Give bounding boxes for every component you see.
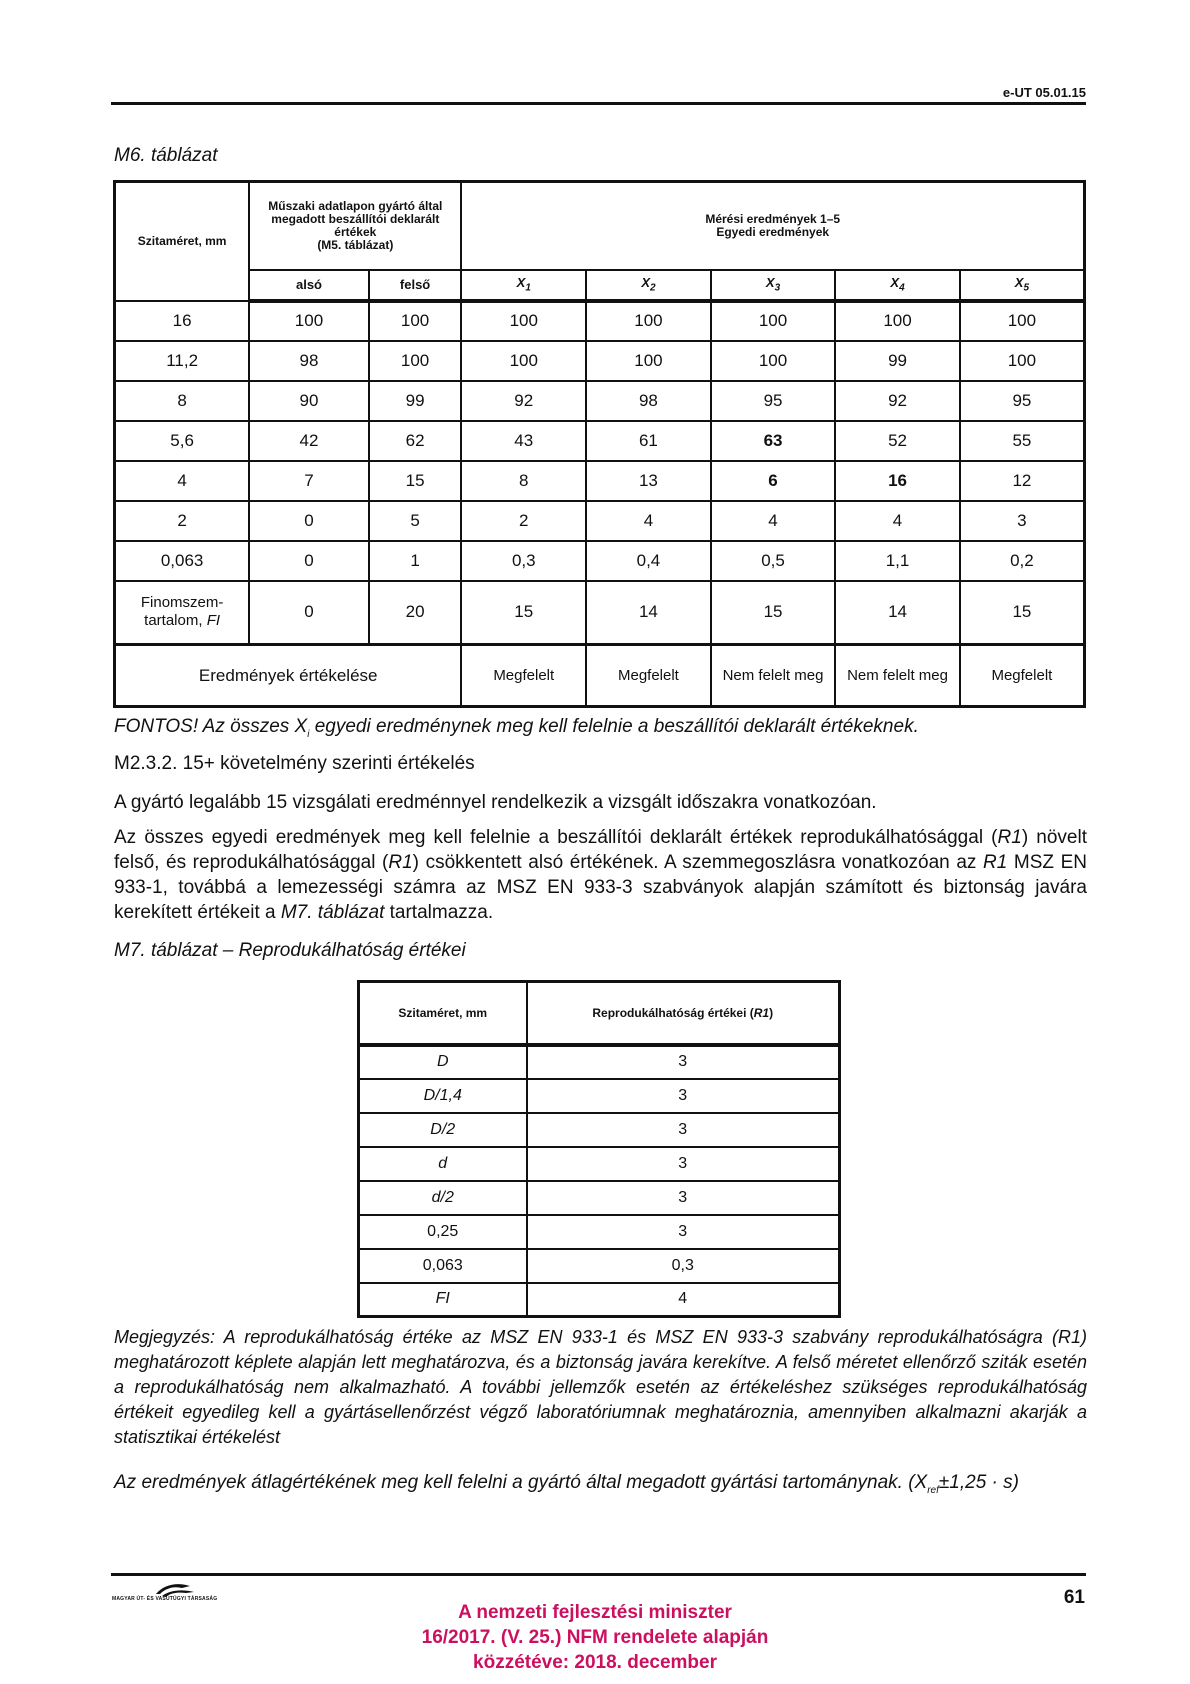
header-results-line2: Egyedi eredmények (716, 224, 830, 239)
cell-lower: 42 (249, 421, 369, 461)
table-m7-caption: M7. táblázat – Reprodukálhatóság értékei (114, 940, 466, 961)
header-x1: $X_1$ (461, 270, 586, 301)
note-paragraph: Megjegyzés: A reprodukálhatóság értéke az MSZ EN 933-1 és MSZ EN 933-3 szabvány reprodukálhatóságra (R1) meghatározott képlete alapján lett meghatározva, és a biztonság javára kerekítve. A felső méretet ellenőrző sziták esetén a reprodukálhatóság nem alkalmazható. A további jellemzők esetén az értékeléshez szükséges reprodukálhatóság értékeit egyedileg kell a gyártásellenőrzést végző laboratóriumnak meghatároznia, amennyiben alkalmazni akarják a statisztikai értékelést (114, 1327, 1087, 1447)
cell-x3: 4 (711, 501, 836, 541)
cell-value: 3 (527, 1181, 840, 1215)
cell-x2: 61 (586, 421, 711, 461)
paragraph-manufacturer: A gyártó legalább 15 vizsgálati eredménnyel rendelkezik a vizsgált időszakra vonatkozóan. (114, 792, 877, 813)
cell-x4: 14 (835, 581, 960, 645)
cell-upper: 100 (369, 341, 462, 381)
cell-sieve: 4 (115, 461, 250, 501)
cell-x1: 100 (461, 341, 586, 381)
cell-x3: 95 (711, 381, 836, 421)
cell-upper: 1 (369, 541, 462, 581)
cell-upper: 100 (369, 301, 462, 341)
cell-sieve: 0,063 (359, 1249, 527, 1283)
cell-sieve: 8 (115, 381, 250, 421)
header-rule (111, 102, 1086, 105)
cell-x5: 12 (960, 461, 1085, 501)
cell-value: 3 (527, 1079, 840, 1113)
cell-eval-label: Eredmények értékelése (115, 645, 462, 707)
table-row (115, 341, 1085, 381)
table-m6-caption: M6. táblázat (114, 145, 218, 166)
table-row (359, 1045, 840, 1079)
header-x2: $X_2$ (586, 270, 711, 301)
cell-fines-label: Finomszem- tartalom, FI (115, 581, 250, 645)
table-row (359, 1181, 840, 1215)
table-row (115, 541, 1085, 581)
cell-x2: 13 (586, 461, 711, 501)
cell-upper: 99 (369, 381, 462, 421)
page-number: 61 (1063, 1587, 1085, 1608)
cell-sieve: 0,063 (115, 541, 250, 581)
document-code: e-UT 05.01.15 (1002, 85, 1086, 100)
cell-lower: 100 (249, 301, 369, 341)
header-lower: alsó (249, 270, 369, 301)
cell-x3: 100 (711, 301, 836, 341)
cell-sieve: 11,2 (115, 341, 250, 381)
cell-x2: 0,4 (586, 541, 711, 581)
header-x4: $X_4$ (835, 270, 960, 301)
cell-x1: 100 (461, 301, 586, 341)
table-row (359, 1283, 840, 1317)
table-row (359, 1079, 840, 1113)
cell-lower: 98 (249, 341, 369, 381)
footer-rule (111, 1573, 1086, 1576)
header-upper: felső (369, 270, 462, 301)
cell-x5: 3 (960, 501, 1085, 541)
cell-x4: 92 (835, 381, 960, 421)
header-sieve-size: Szitaméret, mm (359, 982, 527, 1045)
cell-x2: 100 (586, 341, 711, 381)
table-row (115, 381, 1085, 421)
cell-upper: 20 (369, 581, 462, 645)
cell-x5: 100 (960, 341, 1085, 381)
header-declared-text: Műszaki adatlapon gyártó által megadott beszállítói deklarált értékek (268, 198, 443, 239)
cell-x1: 92 (461, 381, 586, 421)
header-declared-values (249, 182, 461, 270)
cell-sieve: 2 (115, 501, 250, 541)
cell-x3: 100 (711, 341, 836, 381)
cell-eval-x3: Nem felelt meg (711, 645, 836, 707)
cell-x1: 0,3 (461, 541, 586, 581)
cell-lower: 0 (249, 501, 369, 541)
cell-sieve: 5,6 (115, 421, 250, 461)
notice-line1: A nemzeti fejlesztési miniszter (458, 1602, 732, 1623)
table-row (359, 1215, 840, 1249)
header-x3: $X_3$ (711, 270, 836, 301)
cell-x2: 14 (586, 581, 711, 645)
cell-x5: 15 (960, 581, 1085, 645)
cell-value: 3 (527, 1215, 840, 1249)
cell-x5: 0,2 (960, 541, 1085, 581)
cell-sieve: D/1,4 (359, 1079, 527, 1113)
cell-value: 3 (527, 1113, 840, 1147)
table-row (359, 1147, 840, 1181)
cell-sieve: 0,25 (359, 1215, 527, 1249)
cell-sieve: d (359, 1147, 527, 1181)
cell-x3-nonconforming: 63 (711, 421, 836, 461)
cell-sieve: d/2 (359, 1181, 527, 1215)
cell-x4: 52 (835, 421, 960, 461)
table-row-fines (115, 581, 1085, 645)
paragraph-mean: Az eredmények átlagértékének meg kell felelni a gyártó által megadott gyártási tartománynak. $(X_{ref}\pm 1,25 \cdot s)$ (114, 1472, 1019, 1496)
cell-eval-x5: Megfelelt (960, 645, 1085, 707)
cell-x1: 2 (461, 501, 586, 541)
cell-x3: 15 (711, 581, 836, 645)
cell-upper: 62 (369, 421, 462, 461)
cell-upper: 15 (369, 461, 462, 501)
cell-value: 0,3 (527, 1249, 840, 1283)
cell-x2: 98 (586, 381, 711, 421)
important-note: FONTOS! Az összes $X_i$ egyedi eredménynek meg kell felelnie a beszállítói deklarált értékeknek. (114, 716, 919, 740)
cell-x1: 43 (461, 421, 586, 461)
notice-line3: közzétéve: 2018. december (473, 1652, 717, 1673)
cell-x2: 4 (586, 501, 711, 541)
header-reproducibility: Reprodukálhatóság értékei (R1) (527, 982, 840, 1045)
paragraph-all-results: Az összes egyedi eredmények meg kell felelnie a beszállítói deklarált értékek reprodukálhatósággal (R1) növelt felső, és reprodukálhatósággal (R1) csökkentett alsó értékének. A szemmegoszlásra vonatkozóan az R1 MSZ EN 933-1, továbbá a lemezességi számra az MSZ EN 933-3 szabványok alapján számított és biztonság javára kerekített értékeit a M7. táblázat tartalmazza. (114, 827, 1088, 923)
cell-lower: 90 (249, 381, 369, 421)
table-row (115, 461, 1085, 501)
cell-x4: 99 (835, 341, 960, 381)
cell-lower: 0 (249, 581, 369, 645)
header-measured-results (461, 182, 1084, 270)
cell-sieve: D/2 (359, 1113, 527, 1147)
cell-lower: 7 (249, 461, 369, 501)
table-row (115, 421, 1085, 461)
cell-eval-x1: Megfelelt (461, 645, 586, 707)
cell-x5: 100 (960, 301, 1085, 341)
cell-x4: 1,1 (835, 541, 960, 581)
table-row-evaluation (115, 645, 1085, 707)
cell-sieve: 16 (115, 301, 250, 341)
cell-x4-nonconforming: 16 (835, 461, 960, 501)
cell-eval-x2: Megfelelt (586, 645, 711, 707)
cell-x3: 0,5 (711, 541, 836, 581)
cell-x4: 100 (835, 301, 960, 341)
notice-line2: 16/2017. (V. 25.) NFM rendelete alapján (421, 1627, 769, 1648)
cell-sieve: D (359, 1045, 527, 1079)
cell-value: 4 (527, 1283, 840, 1317)
cell-x5: 55 (960, 421, 1085, 461)
cell-upper: 5 (369, 501, 462, 541)
cell-x2: 100 (586, 301, 711, 341)
cell-value: 3 (527, 1045, 840, 1079)
table-row (359, 1249, 840, 1283)
table-m6 (113, 180, 1086, 708)
table-m7 (357, 980, 841, 1318)
cell-value: 3 (527, 1147, 840, 1181)
header-x5: $X_5$ (960, 270, 1085, 301)
cell-x3-nonconforming: 6 (711, 461, 836, 501)
cell-x5: 95 (960, 381, 1085, 421)
cell-lower: 0 (249, 541, 369, 581)
table-row (115, 501, 1085, 541)
cell-eval-x4: Nem felelt meg (835, 645, 960, 707)
header-results-line1: Mérési eredmények 1–5 (705, 211, 841, 226)
table-row (115, 301, 1085, 341)
table-row (359, 1113, 840, 1147)
cell-x1: 8 (461, 461, 586, 501)
publisher-logo-text: MAGYAR ÚT- ÉS VASÚTÜGYI TÁRSASÁG (112, 1596, 218, 1602)
cell-x4: 4 (835, 501, 960, 541)
publication-notice (0, 1600, 1190, 1675)
header-sieve-size: Szitaméret, mm (115, 182, 250, 301)
header-declared-ref: (M5. táblázat) (317, 237, 394, 252)
section-heading: M2.3.2. 15+ követelmény szerinti értékelés (114, 753, 475, 774)
cell-sieve: FI (359, 1283, 527, 1317)
cell-x1: 15 (461, 581, 586, 645)
